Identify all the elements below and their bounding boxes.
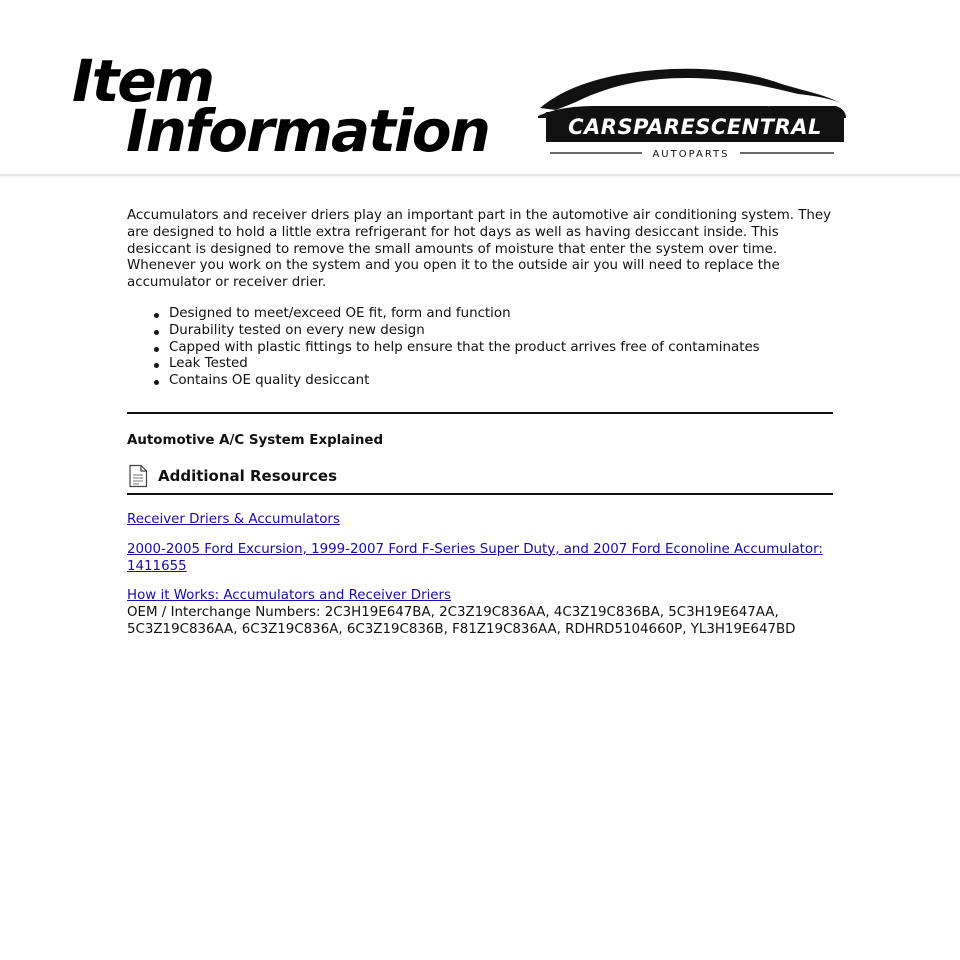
page-title-line-1: Item [72,47,214,115]
resource-links [127,512,833,639]
resource-link-receiver-driers[interactable]: Receiver Driers & Accumulators [127,511,340,527]
document-icon [127,464,149,488]
resources-divider [127,493,833,495]
feature-item: Durability tested on every new design [169,323,833,340]
feature-item: Leak Tested [169,356,833,373]
car-silhouette-icon [538,69,846,118]
logo-brand-text: CARSPARESCENTRAL [568,115,822,139]
carsparescentral-logo [536,60,848,164]
feature-list [127,306,833,390]
logo-tagline: AUTOPARTS [652,149,730,160]
resource-link-ford-accumulator[interactable]: 2000-2005 Ford Excursion, 1999-2007 Ford F-Series Super Duty, and 2007 Ford Econoline Accumulator: 1411655 [127,541,823,574]
feature-item: Contains OE quality desiccant [169,373,833,390]
feature-item: Designed to meet/exceed OE fit, form and function [169,306,833,323]
intro-paragraph: Accumulators and receiver driers play an important part in the automotive air conditioning system. They are designed to hold a little extra refrigerant for hot days as well as having desiccant inside. This desiccant is designed to remove the small amounts of moisture that enter the system over time. Whenever you work on the system and you open it to the outside air you will need to replace the accumulator or receiver drier. [127,208,832,291]
resource-link-item [127,588,833,605]
page-title-line-2: Information [126,97,489,165]
resource-link-item [127,512,833,529]
section-heading: Automotive A/C System Explained [127,432,384,448]
feature-item: Capped with plastic fittings to help ensure that the product arrives free of contaminates [169,340,833,357]
section-divider [127,412,833,414]
oem-interchange-numbers: OEM / Interchange Numbers: 2C3H19E647BA, 2C3Z19C836AA, 4C3Z19C836BA, 5C3H19E647AA, 5C3Z19C836AA, 6C3Z19C836A, 6C3Z19C836B, F81Z19C836AA, RDHRD5104660P, YL3H19E647BD [127,605,796,637]
resource-link-how-it-works[interactable]: How it Works: Accumulators and Receiver Driers [127,588,452,604]
resources-heading [127,463,833,489]
item-description [127,208,833,639]
resources-heading-label: Additional Resources [158,466,338,485]
page-header [0,0,960,176]
resource-link-item [127,542,833,576]
